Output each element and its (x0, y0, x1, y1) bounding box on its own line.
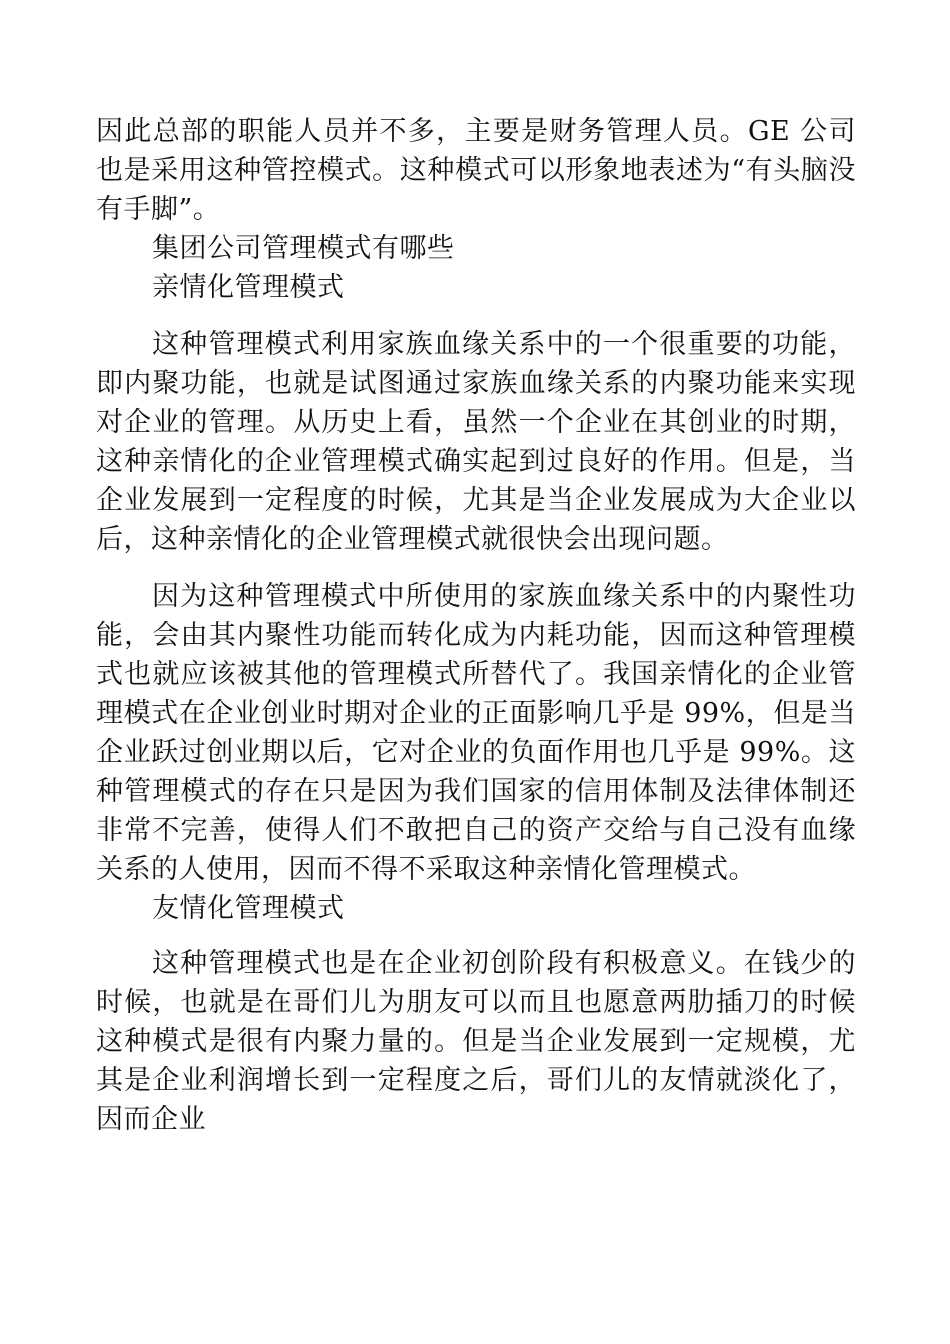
document-page (96, 112, 856, 1139)
section-heading-management-modes: 集团公司管理模式有哪些 (152, 233, 455, 264)
subheading-family-management: 亲情化管理模式 (152, 272, 345, 303)
intro-paragraph: 因此总部的职能人员并不多，主要是财务管理人员。GE 公司也是采用这种管控模式。这种模式可以形象地表述为“有头脑没有手脚”。 (96, 116, 856, 225)
subheading-friendship-management: 友情化管理模式 (152, 893, 345, 924)
family-management-paragraph-2: 因为这种管理模式中所使用的家族血缘关系中的内聚性功能，会由其内聚性功能而转化成为内耗功能，因而这种管理模式也就应该被其他的管理模式所替代了。我国亲情化的企业管理模式在企业创业时期对企业的正面影响几乎是 99%，但是当企业跃过创业期以后，它对企业的负面作用也几乎是 99%。这种管理模式的存在只是因为我们国家的信用体制及法律体制还非常不完善，使得人们不敢把自己的资产交给与自己没有血缘关系的人使用，因而不得不采取这种亲情化管理模式。 (96, 581, 856, 885)
family-management-paragraph-1: 这种管理模式利用家族血缘关系中的一个很重要的功能，即内聚功能，也就是试图通过家族血缘关系的内聚功能来实现对企业的管理。从历史上看，虽然一个企业在其创业的时期，这种亲情化的企业管理模式确实起到过良好的作用。但是，当企业发展到一定程度的时候，尤其是当企业发展成为大企业以后，这种亲情化的企业管理模式就很快会出现问题。 (96, 329, 856, 555)
friendship-management-paragraph: 这种管理模式也是在企业初创阶段有积极意义。在钱少的时候，也就是在哥们儿为朋友可以而且也愿意两肋插刀的时候这种模式是很有内聚力量的。但是当企业发展到一定规模，尤其是企业利润增长到一定程度之后，哥们儿的友情就淡化了，因而企业 (96, 948, 856, 1135)
